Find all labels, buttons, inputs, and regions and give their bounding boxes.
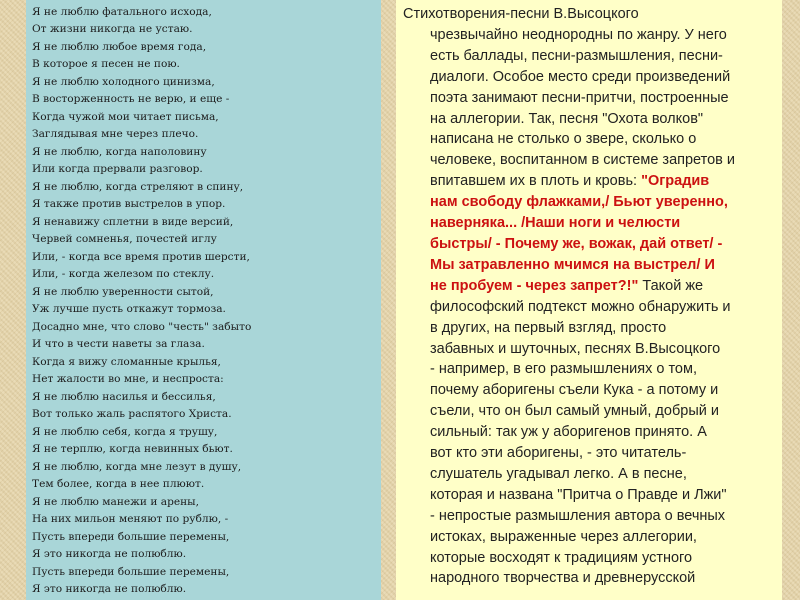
essay-text: истоках, выраженные через аллегории, (430, 528, 697, 545)
essay-text: диалоги. Особое место среди произведений (430, 68, 731, 85)
poem-line: Досадно мне, что слово "честь" забыто (32, 320, 252, 333)
essay-text: Такой же (638, 277, 704, 294)
quote-text: "Оградив (641, 173, 710, 190)
essay-text: сильный: так уж у аборигенов принято. А (430, 424, 707, 441)
essay-text: есть баллады, песни-размышления, песни- (430, 47, 723, 64)
poem-line: Тем более, когда в нее плюют. (32, 478, 205, 491)
poem-line: Я не терплю, когда невинных бьют. (32, 443, 233, 456)
essay-line (403, 88, 772, 109)
essay-line (403, 380, 772, 401)
essay-line (403, 46, 772, 67)
essay-line (403, 129, 772, 150)
essay-text: человеке, воспитанном в системе запретов и (430, 152, 736, 169)
poem-line: Нет жалости во мне, и неспроста: (32, 373, 224, 386)
essay-line (403, 109, 772, 130)
essay-line (403, 506, 772, 527)
essay-line (403, 339, 772, 360)
essay-line (403, 485, 772, 506)
essay-line (403, 443, 772, 464)
poem-line: Пусть впереди большие перемены, (32, 530, 230, 543)
essay-line (403, 171, 772, 192)
essay-line (403, 297, 772, 318)
poem-line: Я не люблю манежи и арены, (32, 495, 199, 508)
poem-line: Я не люблю уверенности сытой, (32, 285, 214, 298)
essay-line (403, 422, 772, 443)
essay-text: вот кто эти аборигены, - это читатель- (430, 445, 687, 462)
poem-line: Когда я вижу сломанные крылья, (32, 355, 221, 368)
essay-text: почему аборигены съели Кука - а потому и (430, 382, 719, 399)
poem-line: Я ненавижу сплетни в виде версий, (32, 215, 234, 228)
essay-line (403, 568, 772, 589)
quote-text: нам свободу флажками,/ Бьют уверенно, (430, 194, 728, 211)
quote-text: быстры/ - Почему же, вожак, дай ответ/ - (430, 235, 723, 252)
essay-line (403, 527, 772, 548)
essay-text: - непростые размышления автора о вечных (430, 507, 726, 524)
poem-line: В восторженность не верю, и еще - (32, 93, 230, 106)
poem-line: Вот только жаль распятого Христа. (32, 408, 232, 421)
essay-text: поэта занимают песни-притчи, построенные (430, 89, 729, 106)
poem-line: От жизни никогда не устаю. (32, 23, 193, 36)
poem-line: Уж лучше пусть откажут тормоза. (32, 303, 226, 316)
essay-text: съели, что он был самый умный, добрый и (430, 403, 719, 420)
essay-text: народного творчества и древнерусской (430, 570, 696, 587)
poem-line: Или когда прервали разговор. (32, 163, 203, 176)
essay-text: забавных и шуточных, песнях В.Высоцкого (430, 340, 721, 357)
essay-text: на аллегории. Так, песня "Охота волков" (430, 110, 704, 127)
poem-line: Я не люблю, когда мне лезут в душу, (32, 460, 242, 473)
essay-text: чрезвычайно неоднородны по жанру. У него (430, 26, 727, 43)
poem-line: Я не люблю любое время года, (32, 40, 207, 53)
poem-line: Я не люблю холодного цинизма, (32, 75, 215, 88)
poem-line: В которое я песен не пою. (32, 58, 180, 71)
essay-line (403, 4, 772, 25)
quote-text: Мы затравленно мчимся на выстрел/ И (430, 256, 715, 273)
poem-line: Червей сомненья, почестей иглу (32, 233, 217, 246)
essay-text: Стихотворения-песни В.Высоцкого (403, 6, 639, 22)
essay-text: философский подтекст можно обнаружить и (430, 298, 731, 315)
quote-text: наверняка... /Наши ноги и челюсти (430, 215, 681, 232)
poem-line: Заглядывая мне через плечо. (32, 128, 199, 141)
poem-line: Я это никогда не полюблю. (32, 548, 187, 561)
essay-line (403, 276, 772, 297)
essay-line (403, 25, 772, 46)
essay-line (403, 67, 772, 88)
essay-line (403, 234, 772, 255)
essay-line (403, 464, 772, 485)
essay-text: - например, в его размышлениях о том, (430, 361, 697, 378)
essay-panel (396, 0, 782, 600)
essay-line (403, 192, 772, 213)
essay-text: которые восходят к традициям устного (430, 549, 693, 566)
essay-line (403, 548, 772, 569)
essay-text: слушатель угадывал легко. А в песне, (430, 465, 687, 482)
poem-line: Когда чужой мои читает письма, (32, 110, 219, 123)
poem-line: Я не люблю фатального исхода, (32, 6, 212, 18)
essay-text: написана не столько о звере, сколько о (430, 131, 697, 148)
poem-line: Я не люблю себя, когда я трушу, (32, 425, 218, 438)
poem-line: Или, - когда все время против шерсти, (32, 250, 250, 263)
poem-line: Или, - когда железом по стеклу. (32, 268, 215, 281)
essay-text: в других, на первый взгляд, просто (430, 319, 667, 336)
essay-line (403, 318, 772, 339)
essay-line (403, 150, 772, 171)
poem-line: Я также против выстрелов в упор. (32, 198, 226, 211)
poem-line: Я это никогда не полюблю. (32, 582, 187, 595)
poem-line: Пусть впереди большие перемены, (32, 565, 230, 578)
essay-text: впитавшем их в плоть и кровь: (430, 173, 642, 190)
poem-line: Я не люблю, когда наполовину (32, 145, 207, 158)
essay-line (403, 255, 772, 276)
quote-text: не пробуем - через запрет?!" (430, 277, 639, 294)
essay-text: которая и названа "Притча о Правде и Лжи" (430, 486, 727, 503)
poem-line: Я не люблю, когда стреляют в спину, (32, 180, 244, 193)
poem-line: И что в чести наветы за глаза. (32, 338, 205, 351)
essay-line (403, 401, 772, 422)
essay-line (403, 359, 772, 380)
poem-line: Я не люблю насилья и бессилья, (32, 390, 216, 403)
poem-line: На них мильон меняют по рублю, - (32, 513, 229, 526)
essay-line (403, 213, 772, 234)
poem-panel (26, 0, 381, 600)
